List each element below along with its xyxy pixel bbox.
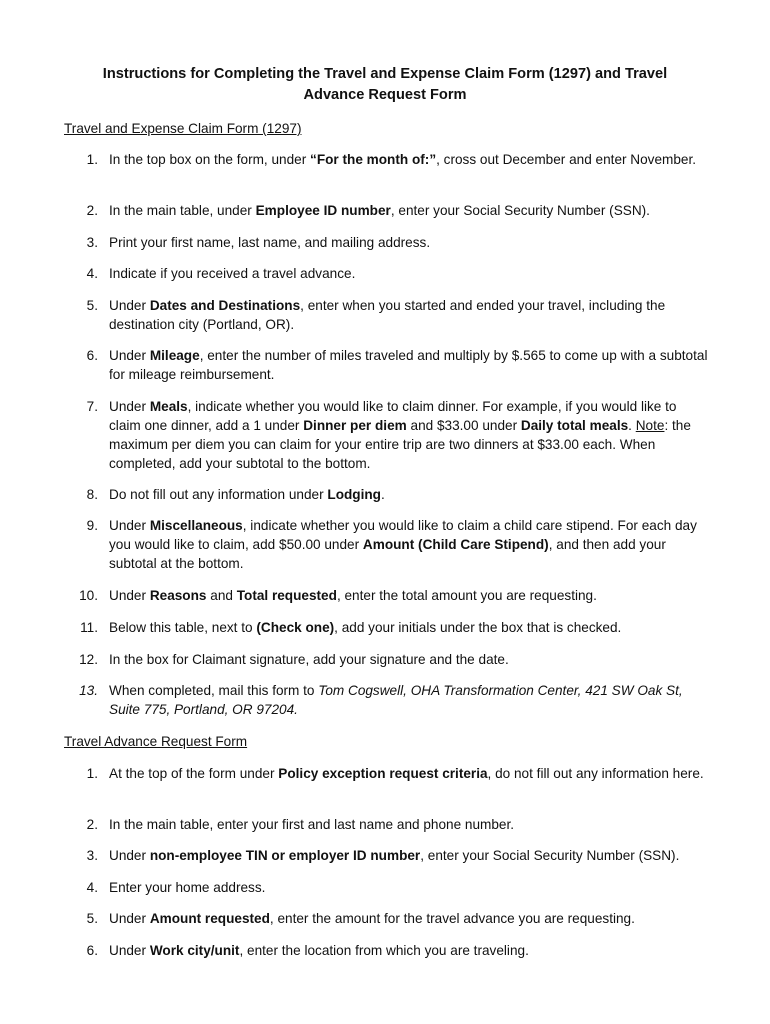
item-number: 6. (86, 943, 98, 958)
document-title (60, 64, 710, 106)
item-number: 8. (86, 487, 98, 502)
item-number: 10. (79, 588, 98, 603)
item-text: Under non-employee TIN or employer ID number, enter your Social Security Number (SSN). (109, 848, 680, 863)
item-number: 6. (86, 348, 98, 363)
item-text: Under Meals, indicate whether you would like to claim dinner. For example, if you would like to claim one dinner, add a 1 under Dinner per diem and $33.00 under Daily total meals. Note: the maximum per diem you can claim for your entire trip are two dinners at $33.00 each. When completed, add your subtotal to the bottom. (109, 399, 691, 471)
item-number: 1. (86, 152, 98, 167)
item-number: 9. (86, 518, 98, 533)
item-text: Under Mileage, enter the number of miles traveled and multiply by $.565 to come up with a subtotal for mileage reimbursement. (109, 348, 708, 382)
item-text: Under Dates and Destinations, enter when you started and ended your travel, including the destination city (Portland, OR). (109, 298, 666, 332)
item-number: 1. (86, 766, 98, 781)
title-line-2: Advance Request Form (303, 87, 467, 103)
item-number: 4. (86, 266, 98, 281)
item-number: 5. (86, 298, 98, 313)
title-line-1: Instructions for Completing the Travel and Expense Claim Form (1297) and Travel (102, 66, 668, 82)
item-text: Under Reasons and Total requested, enter the total amount you are requesting. (109, 588, 597, 603)
item-text: Under Work city/unit, enter the location from which you are traveling. (109, 943, 529, 958)
item-number: 2. (86, 817, 98, 832)
item-text: In the top box on the form, under “For the month of:”, cross out December and enter November. (109, 152, 697, 167)
section-heading-advance-form: Travel Advance Request Form (64, 734, 248, 749)
item-number: 3. (86, 848, 98, 863)
item-text: Indicate if you received a travel advance. (109, 266, 356, 281)
item-number: 5. (86, 911, 98, 926)
item-text: Enter your home address. (109, 880, 266, 895)
item-number: 11. (80, 620, 98, 635)
item-number: 3. (86, 235, 98, 250)
item-number: 4. (86, 880, 98, 895)
item-text: Below this table, next to (Check one), add your initials under the box that is checked. (109, 620, 622, 635)
item-text: In the box for Claimant signature, add your signature and the date. (109, 652, 509, 667)
item-text: Under Miscellaneous, indicate whether you would like to claim a child care stipend. For each day you would like to claim, add $50.00 under Amount (Child Care Stipend), and then add your subtotal at the bottom. (109, 518, 697, 571)
item-text: At the top of the form under Policy exception request criteria, do not fill out any information here. (109, 766, 704, 781)
item-text: When completed, mail this form to Tom Cogswell, OHA Transformation Center, 421 SW Oak St, Suite 775, Portland, OR 97204. (109, 683, 683, 717)
item-number: 12. (79, 652, 98, 667)
section-heading-claim-form: Travel and Expense Claim Form (1297) (64, 121, 302, 136)
item-text: In the main table, under Employee ID number, enter your Social Security Number (SSN). (109, 203, 650, 218)
item-number: 13. (79, 683, 98, 698)
item-text: Under Amount requested, enter the amount for the travel advance you are requesting. (109, 911, 635, 926)
item-text: Do not fill out any information under Lodging. (109, 487, 385, 502)
item-text: In the main table, enter your first and last name and phone number. (109, 817, 515, 832)
item-text: Print your first name, last name, and mailing address. (109, 235, 431, 250)
item-number: 7. (86, 399, 98, 414)
item-number: 2. (86, 203, 98, 218)
